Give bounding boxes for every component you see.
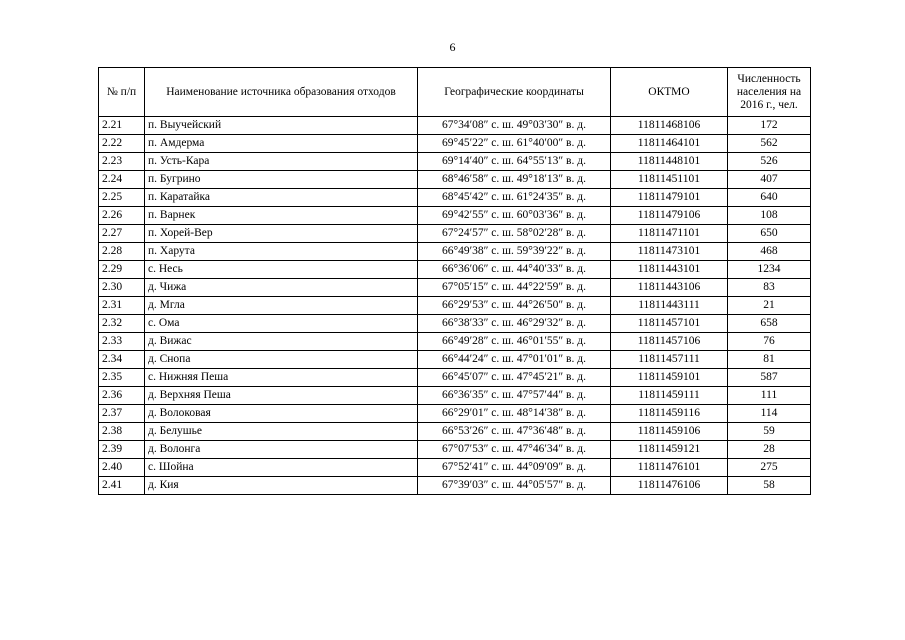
oktmo-code: 11811476101	[611, 459, 728, 477]
population: 111	[728, 387, 811, 405]
table-row	[99, 477, 811, 495]
coordinates: 69°45′22″ с. ш. 61°40′00″ в. д.	[418, 135, 611, 153]
population: 83	[728, 279, 811, 297]
row-number: 2.31	[99, 297, 145, 315]
population: 526	[728, 153, 811, 171]
coordinates: 67°24′57″ с. ш. 58°02′28″ в. д.	[418, 225, 611, 243]
coordinates: 67°39′03″ с. ш. 44°05′57″ в. д.	[418, 477, 611, 495]
oktmo-code: 11811459101	[611, 369, 728, 387]
table-row	[99, 315, 811, 333]
coordinates: 66°49′38″ с. ш. 59°39′22″ в. д.	[418, 243, 611, 261]
row-number: 2.33	[99, 333, 145, 351]
row-number: 2.24	[99, 171, 145, 189]
population: 108	[728, 207, 811, 225]
oktmo-code: 11811459116	[611, 405, 728, 423]
table-row	[99, 261, 811, 279]
coordinates: 66°29′01″ с. ш. 48°14′38″ в. д.	[418, 405, 611, 423]
header-coordinates: Географические координаты	[418, 68, 611, 117]
header-row	[99, 68, 811, 117]
source-name: п. Бугрино	[145, 171, 418, 189]
source-name: д. Кия	[145, 477, 418, 495]
population: 1234	[728, 261, 811, 279]
table-row	[99, 351, 811, 369]
coordinates: 66°44′24″ с. ш. 47°01′01″ в. д.	[418, 351, 611, 369]
coordinates: 68°46′58″ с. ш. 49°18′13″ в. д.	[418, 171, 611, 189]
oktmo-code: 11811457101	[611, 315, 728, 333]
source-name: д. Мгла	[145, 297, 418, 315]
row-number: 2.34	[99, 351, 145, 369]
table-row	[99, 171, 811, 189]
population: 58	[728, 477, 811, 495]
oktmo-code: 11811468106	[611, 117, 728, 135]
table-row	[99, 441, 811, 459]
coordinates: 66°49′28″ с. ш. 46°01′55″ в. д.	[418, 333, 611, 351]
table-row	[99, 423, 811, 441]
source-name: п. Харута	[145, 243, 418, 261]
source-name: п. Усть-Кара	[145, 153, 418, 171]
table-row	[99, 117, 811, 135]
table-row	[99, 279, 811, 297]
row-number: 2.30	[99, 279, 145, 297]
table-row	[99, 135, 811, 153]
oktmo-code: 11811443106	[611, 279, 728, 297]
oktmo-code: 11811451101	[611, 171, 728, 189]
source-name: п. Варнек	[145, 207, 418, 225]
population: 587	[728, 369, 811, 387]
oktmo-code: 11811443111	[611, 297, 728, 315]
oktmo-code: 11811459106	[611, 423, 728, 441]
source-name: п. Выучейский	[145, 117, 418, 135]
row-number: 2.37	[99, 405, 145, 423]
oktmo-code: 11811464101	[611, 135, 728, 153]
oktmo-code: 11811457111	[611, 351, 728, 369]
source-name: п. Хорей-Вер	[145, 225, 418, 243]
source-name: д. Волоковая	[145, 405, 418, 423]
population: 468	[728, 243, 811, 261]
header-source-name: Наименование источника образования отходов	[145, 68, 418, 117]
source-name: д. Верхняя Пеша	[145, 387, 418, 405]
table-header	[99, 68, 811, 117]
source-name: с. Ома	[145, 315, 418, 333]
row-number: 2.23	[99, 153, 145, 171]
header-population: Численность населения на 2016 г., чел.	[728, 68, 811, 117]
row-number: 2.38	[99, 423, 145, 441]
source-name: д. Белушье	[145, 423, 418, 441]
row-number: 2.32	[99, 315, 145, 333]
source-name: с. Шойна	[145, 459, 418, 477]
oktmo-code: 11811479106	[611, 207, 728, 225]
oktmo-code: 11811443101	[611, 261, 728, 279]
header-number: № п/п	[99, 68, 145, 117]
oktmo-code: 11811471101	[611, 225, 728, 243]
table-row	[99, 369, 811, 387]
coordinates: 66°38′33″ с. ш. 46°29′32″ в. д.	[418, 315, 611, 333]
oktmo-code: 11811459121	[611, 441, 728, 459]
oktmo-code: 11811457106	[611, 333, 728, 351]
row-number: 2.39	[99, 441, 145, 459]
row-number: 2.36	[99, 387, 145, 405]
population: 172	[728, 117, 811, 135]
row-number: 2.41	[99, 477, 145, 495]
population: 76	[728, 333, 811, 351]
page-number: 6	[449, 40, 456, 54]
population: 658	[728, 315, 811, 333]
row-number: 2.29	[99, 261, 145, 279]
oktmo-code: 11811476106	[611, 477, 728, 495]
settlements-table	[98, 67, 811, 495]
population: 21	[728, 297, 811, 315]
source-name: с. Нижняя Пеша	[145, 369, 418, 387]
row-number: 2.22	[99, 135, 145, 153]
header-oktmo: ОКТМО	[611, 68, 728, 117]
coordinates: 69°14′40″ с. ш. 64°55′13″ в. д.	[418, 153, 611, 171]
coordinates: 67°05′15″ с. ш. 44°22′59″ в. д.	[418, 279, 611, 297]
source-name: п. Каратайка	[145, 189, 418, 207]
source-name: с. Несь	[145, 261, 418, 279]
table-row	[99, 189, 811, 207]
table-row	[99, 387, 811, 405]
coordinates: 66°29′53″ с. ш. 44°26′50″ в. д.	[418, 297, 611, 315]
oktmo-code: 11811479101	[611, 189, 728, 207]
coordinates: 67°07′53″ с. ш. 47°46′34″ в. д.	[418, 441, 611, 459]
row-number: 2.28	[99, 243, 145, 261]
table-row	[99, 225, 811, 243]
table-row	[99, 207, 811, 225]
coordinates: 66°36′35″ с. ш. 47°57′44″ в. д.	[418, 387, 611, 405]
oktmo-code: 11811448101	[611, 153, 728, 171]
source-name: д. Вижас	[145, 333, 418, 351]
oktmo-code: 11811459111	[611, 387, 728, 405]
row-number: 2.35	[99, 369, 145, 387]
table-row	[99, 405, 811, 423]
population: 407	[728, 171, 811, 189]
source-name: д. Чижа	[145, 279, 418, 297]
row-number: 2.27	[99, 225, 145, 243]
coordinates: 68°45′42″ с. ш. 61°24′35″ в. д.	[418, 189, 611, 207]
population: 28	[728, 441, 811, 459]
row-number: 2.26	[99, 207, 145, 225]
source-name: п. Амдерма	[145, 135, 418, 153]
table-row	[99, 243, 811, 261]
table-row	[99, 153, 811, 171]
coordinates: 66°45′07″ с. ш. 47°45′21″ в. д.	[418, 369, 611, 387]
population: 650	[728, 225, 811, 243]
coordinates: 66°36′06″ с. ш. 44°40′33″ в. д.	[418, 261, 611, 279]
source-name: д. Снопа	[145, 351, 418, 369]
coordinates: 66°53′26″ с. ш. 47°36′48″ в. д.	[418, 423, 611, 441]
table-row	[99, 297, 811, 315]
table-row	[99, 459, 811, 477]
population: 114	[728, 405, 811, 423]
population: 275	[728, 459, 811, 477]
table-body	[99, 117, 811, 495]
coordinates: 67°52′41″ с. ш. 44°09′09″ в. д.	[418, 459, 611, 477]
population: 59	[728, 423, 811, 441]
row-number: 2.25	[99, 189, 145, 207]
row-number: 2.40	[99, 459, 145, 477]
oktmo-code: 11811473101	[611, 243, 728, 261]
coordinates: 67°34′08″ с. ш. 49°03′30″ в. д.	[418, 117, 611, 135]
row-number: 2.21	[99, 117, 145, 135]
coordinates: 69°42′55″ с. ш. 60°03′36″ в. д.	[418, 207, 611, 225]
population: 81	[728, 351, 811, 369]
population: 562	[728, 135, 811, 153]
table-row	[99, 333, 811, 351]
population: 640	[728, 189, 811, 207]
source-name: д. Волонга	[145, 441, 418, 459]
